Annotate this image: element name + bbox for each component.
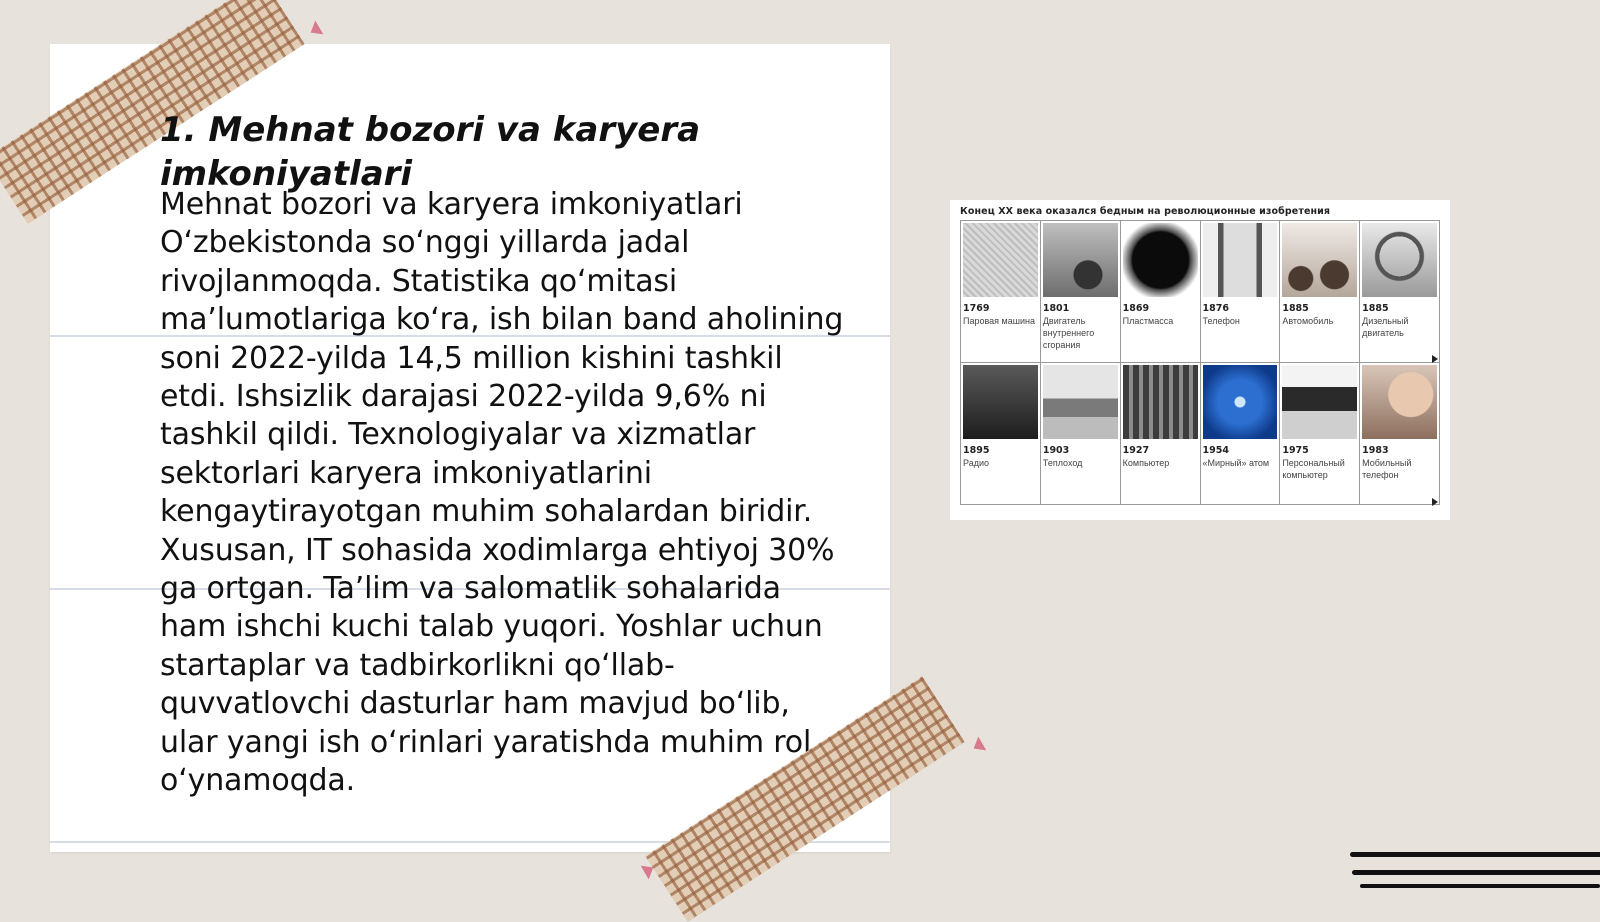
- invention-label: Дизельный двигатель: [1362, 316, 1409, 338]
- invention-photo: [1282, 365, 1357, 439]
- invention-year: 1975: [1282, 445, 1309, 456]
- invention-label: Телефон: [1202, 316, 1240, 326]
- invention-cell: [1041, 363, 1121, 505]
- invention-label: Теплоход: [1042, 458, 1083, 468]
- invention-label: Паровая машина: [963, 316, 1035, 326]
- invention-cell: [1201, 221, 1281, 363]
- invention-year: 1876: [1202, 303, 1229, 314]
- invention-photo: [963, 365, 1038, 439]
- decorative-brush-stroke: [1360, 884, 1600, 888]
- invention-label: Персональный компьютер: [1282, 458, 1345, 480]
- invention-cell: [1280, 221, 1360, 363]
- invention-cell: [1041, 221, 1121, 363]
- invention-year: 1983: [1362, 445, 1389, 456]
- slide-body-text[interactable]: Mehnat bozori va karyera imkoniyatlari O‘zbekistonda so‘nggi yillarda jadal rivojlanmoqda. Statistika qo‘mitasi ma’lumotlariga ko‘ra, ish bilan band aholining soni 2022-yilda 14,5 million kishini tashkil etdi. Ishsizlik darajasi 2022-yilda 9,6% ni tashkil qildi. Texnologiyalar va xizmatlar sektorlari karyera imkoniyatlarini kengaytirayotgan muhim sohalardan biridir. Xususan, IT sohasida xodimlarga ehtiyoj 30% ga ortgan. Ta’lim va salomatlik sohalarida ham ishchi kuchi talab yuqori. Yoshlar uchun startaplar va tadbirkorlikni qo‘llab-quvvatlovchi dasturlar ham mavjud bo‘lib, ular yangi ish o‘rinlari yaratishda muhim rol o‘ynamoqda.: [160, 187, 844, 799]
- inventions-timeline-image[interactable]: [950, 200, 1450, 520]
- invention-photo: [963, 223, 1038, 297]
- invention-photo: [1362, 223, 1437, 297]
- invention-cell: [1121, 363, 1201, 505]
- decorative-brush-stroke: [1350, 852, 1600, 857]
- invention-photo: [1362, 365, 1437, 439]
- invention-year: 1903: [1042, 445, 1070, 456]
- invention-label: Компьютер: [1122, 458, 1170, 468]
- invention-label: Двигатель внутреннего сгорания: [1042, 316, 1095, 350]
- invention-photo: [1203, 365, 1278, 439]
- invention-year: 1954: [1202, 445, 1229, 456]
- decorative-brush-stroke: [1352, 870, 1600, 875]
- invention-label: Автомобиль: [1282, 316, 1334, 326]
- invention-photo: [1043, 365, 1118, 439]
- infographic-header: Конец XX века оказался бедным на революционные изобретения: [960, 206, 1331, 217]
- invention-label: Пластмасса: [1122, 316, 1174, 326]
- invention-year: 1801: [1042, 303, 1070, 314]
- invention-cell: [961, 221, 1041, 363]
- tape-tab-marker: [307, 21, 324, 40]
- invention-year: 1885: [1362, 303, 1389, 314]
- invention-cell: [1280, 363, 1360, 505]
- invention-photo: [1203, 223, 1278, 297]
- invention-cell: [1121, 221, 1201, 363]
- invention-photo: [1043, 223, 1118, 297]
- invention-year: 1927: [1122, 445, 1150, 456]
- timeline-arrow-icon: [1432, 355, 1438, 363]
- invention-cell: [1201, 363, 1281, 505]
- invention-label: Мобильный телефон: [1362, 458, 1412, 480]
- invention-year: 1895: [963, 445, 990, 456]
- timeline-arrow-icon: [1432, 498, 1438, 506]
- invention-photo: [1123, 365, 1198, 439]
- invention-label: Радио: [963, 458, 989, 468]
- invention-cell: [1360, 363, 1440, 505]
- invention-cell: [1360, 221, 1440, 363]
- slide-title[interactable]: 1. Mehnat bozori va karyera imkoniyatlari: [160, 110, 701, 194]
- invention-cell: [961, 363, 1041, 505]
- invention-year: 1869: [1122, 303, 1150, 314]
- invention-photo: [1282, 223, 1357, 297]
- inventions-grid: [960, 220, 1440, 505]
- invention-year: 1885: [1282, 303, 1309, 314]
- invention-photo: [1123, 223, 1198, 297]
- invention-label: «Мирный» атом: [1202, 458, 1270, 468]
- tape-tab-marker: [970, 737, 987, 756]
- invention-year: 1769: [963, 303, 990, 314]
